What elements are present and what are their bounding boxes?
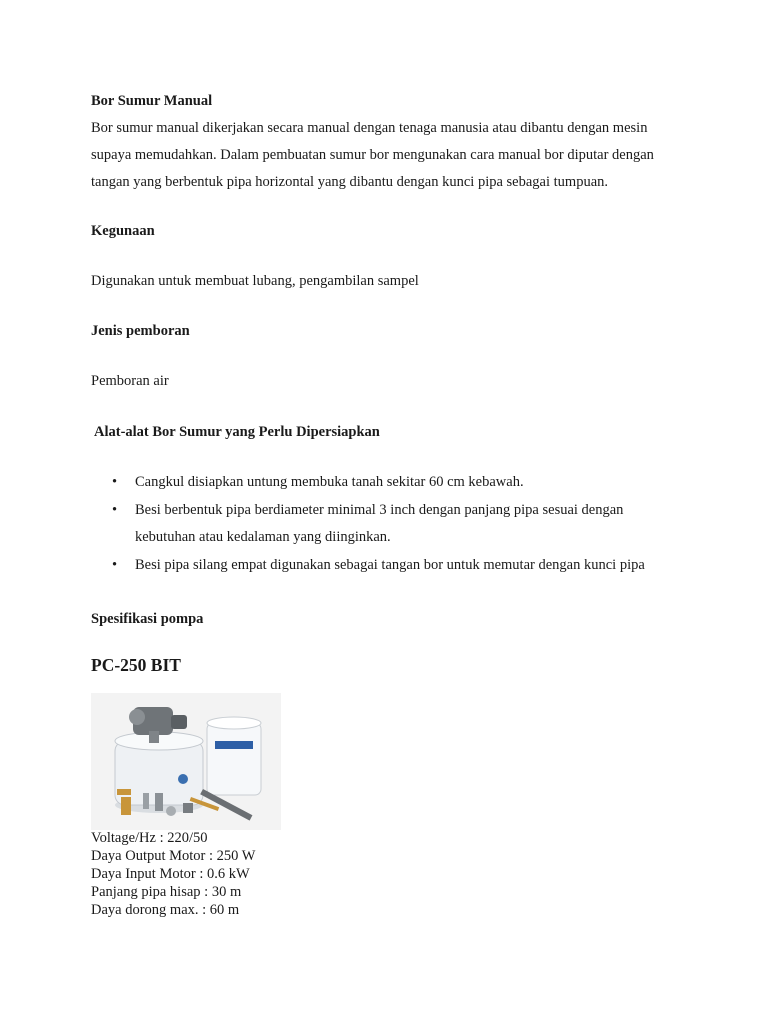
heading-spesifikasi-pompa: Spesifikasi pompa (91, 611, 204, 627)
intro-line-3: tangan yang berbentuk pipa horizontal yang dibantu dengan kunci pipa sebagai tumpuan. (91, 174, 609, 190)
jenis-text: Pemboran air (91, 373, 169, 389)
spec-suction-pipe: Panjang pipa hisap : 30 m (91, 884, 242, 900)
list-item (91, 497, 691, 552)
heading-jenis-pemboran: Jenis pemboran (91, 323, 190, 339)
heading-alat-alat: Alat-alat Bor Sumur yang Perlu Dipersiapkan (94, 424, 380, 440)
intro-line-1: Bor sumur manual dikerjakan secara manual dengan tenaga manusia atau dibantu dengan mesin (91, 120, 648, 136)
list-item: • Besi pipa silang empat digunakan sebagai tangan bor untuk memutar dengan kunci pipa (91, 552, 691, 580)
intro-line-2: supaya memudahkan. Dalam pembuatan sumur bor mengunakan cara manual bor diputar dengan (91, 147, 654, 163)
section-title-bor-sumur-manual: Bor Sumur Manual (91, 93, 213, 109)
spec-output-power: Daya Output Motor : 250 W (91, 848, 256, 864)
pump-specifications (91, 829, 255, 919)
list-item-line-2: kebutuhan atau kedalaman yang diinginkan. (135, 529, 391, 545)
water-pump-product-photo (91, 693, 281, 830)
spec-max-push: Daya dorong max. : 60 m (91, 902, 240, 918)
heading-kegunaan: Kegunaan (91, 223, 155, 239)
kegunaan-text: Digunakan untuk membuat lubang, pengambilan sampel (91, 273, 419, 289)
pump-model-title: PC-250 BIT (91, 655, 181, 675)
spec-voltage: Voltage/Hz : 220/50 (91, 830, 208, 846)
alat-list (91, 469, 691, 579)
list-item-line-1: Besi berbentuk pipa berdiameter minimal 3 inch dengan panjang pipa sesuai dengan (135, 501, 624, 518)
list-item: • Cangkul disiapkan untung membuka tanah sekitar 60 cm kebawah. (91, 469, 691, 497)
spec-input-power: Daya Input Motor : 0.6 kW (91, 866, 250, 882)
